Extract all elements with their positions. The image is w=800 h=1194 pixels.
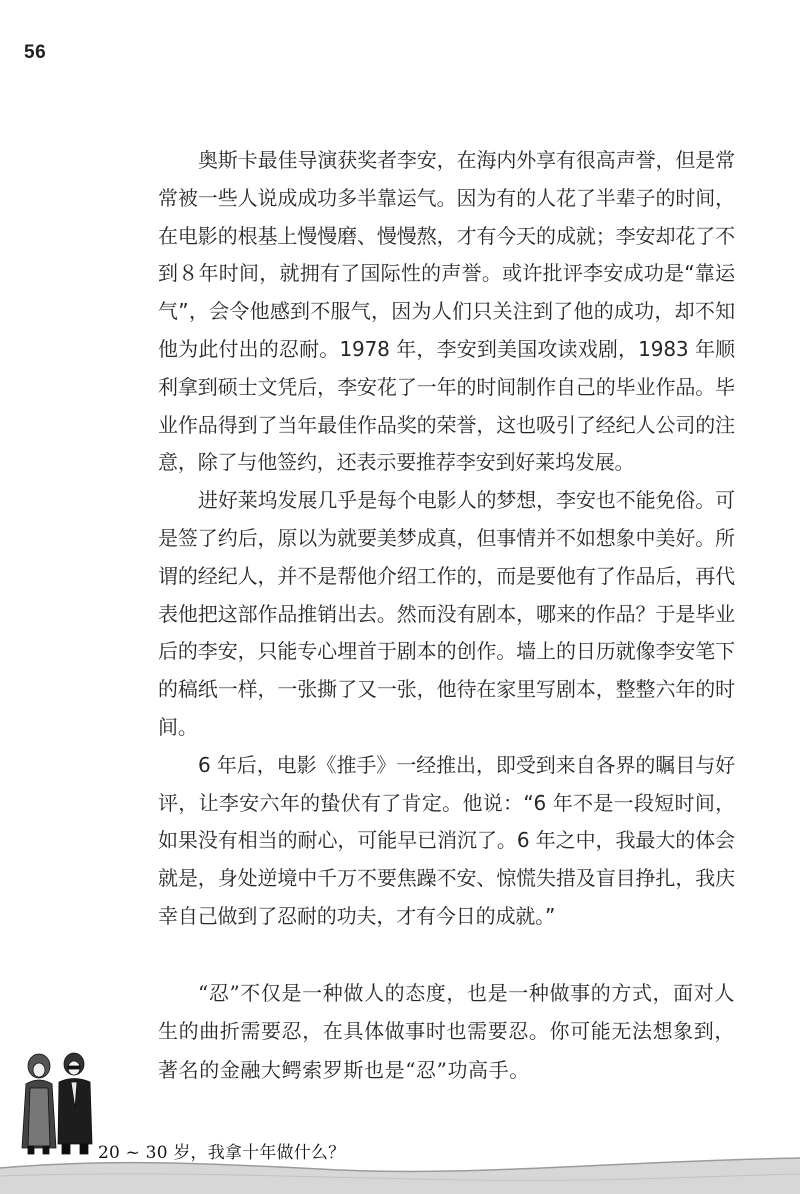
paragraph-pushing-hands: 6 年后，电影《推手》一经推出，即受到来自各界的瞩目与好评，让李安六年的蛰伏有了肯定。他说：“6 年不是一段短时间，如果没有相当的耐心，可能早已消沉了。6 年之中，我最大的体会就是，身处逆境中千万不要焦躁不安、惊慌失措及盲目挣扎，我庆幸自己做到了忍耐的功夫，才有今日的成就。” xyxy=(158,752,735,928)
article-body xyxy=(158,142,735,1089)
book-title: 20 ~ 30 岁，我拿十年做什么？ xyxy=(98,1143,346,1163)
paragraph-hollywood-wait: 进好莱坞发展几乎是每个电影人的梦想，李安也不能免俗。可是签了约后，原以为就要美梦成真，但事情并不如想象中美好。所谓的经纪人，并不是帮他介绍工作的，而是要他有了作品后，再代表他把这部作品推销出去。然而没有剧本，哪来的作品？于是毕业后的李安，只能专心埋首于剧本的创作。墙上的日历就像李安笔下的稿纸一样，一张撕了又一张，他待在家里写剧本，整整六年的时间。 xyxy=(158,488,735,739)
footer-decoration xyxy=(0,1140,800,1194)
paragraph-ang-lee-intro: 奥斯卡最佳导演获奖者李安，在海内外享有很高声誉，但是常常被一些人说成成功多半靠运气。因为有的人花了半辈子的时间，在电影的根基上慢慢磨、慢慢熬，才有今天的成就；李安却花了不到８年时间，就拥有了国际性的声誉。或许批评李安成功是“靠运气”，会令他感到不服气，因为人们只关注到了他的成功，却不知他为此付出的忍耐。1978 年，李安到美国攻读戏剧，1983 年顺利拿到硕士文凭后，李安花了一年的时间制作自己的毕业作品。毕业作品得到了当年最佳作品奖的荣誉，这也吸引了经纪人公司的注意，除了与他签约，还表示要推荐李安到好莱坞发展。 xyxy=(158,148,735,475)
page-number: 56 xyxy=(24,42,47,63)
paragraph-patience-lesson: “忍”不仅是一种做人的态度，也是一种做事的方式，面对人生的曲折需要忍，在具体做事时也需要忍。你可能无法想象到，著名的金融大鳄索罗斯也是“忍”功高手。 xyxy=(158,980,735,1082)
